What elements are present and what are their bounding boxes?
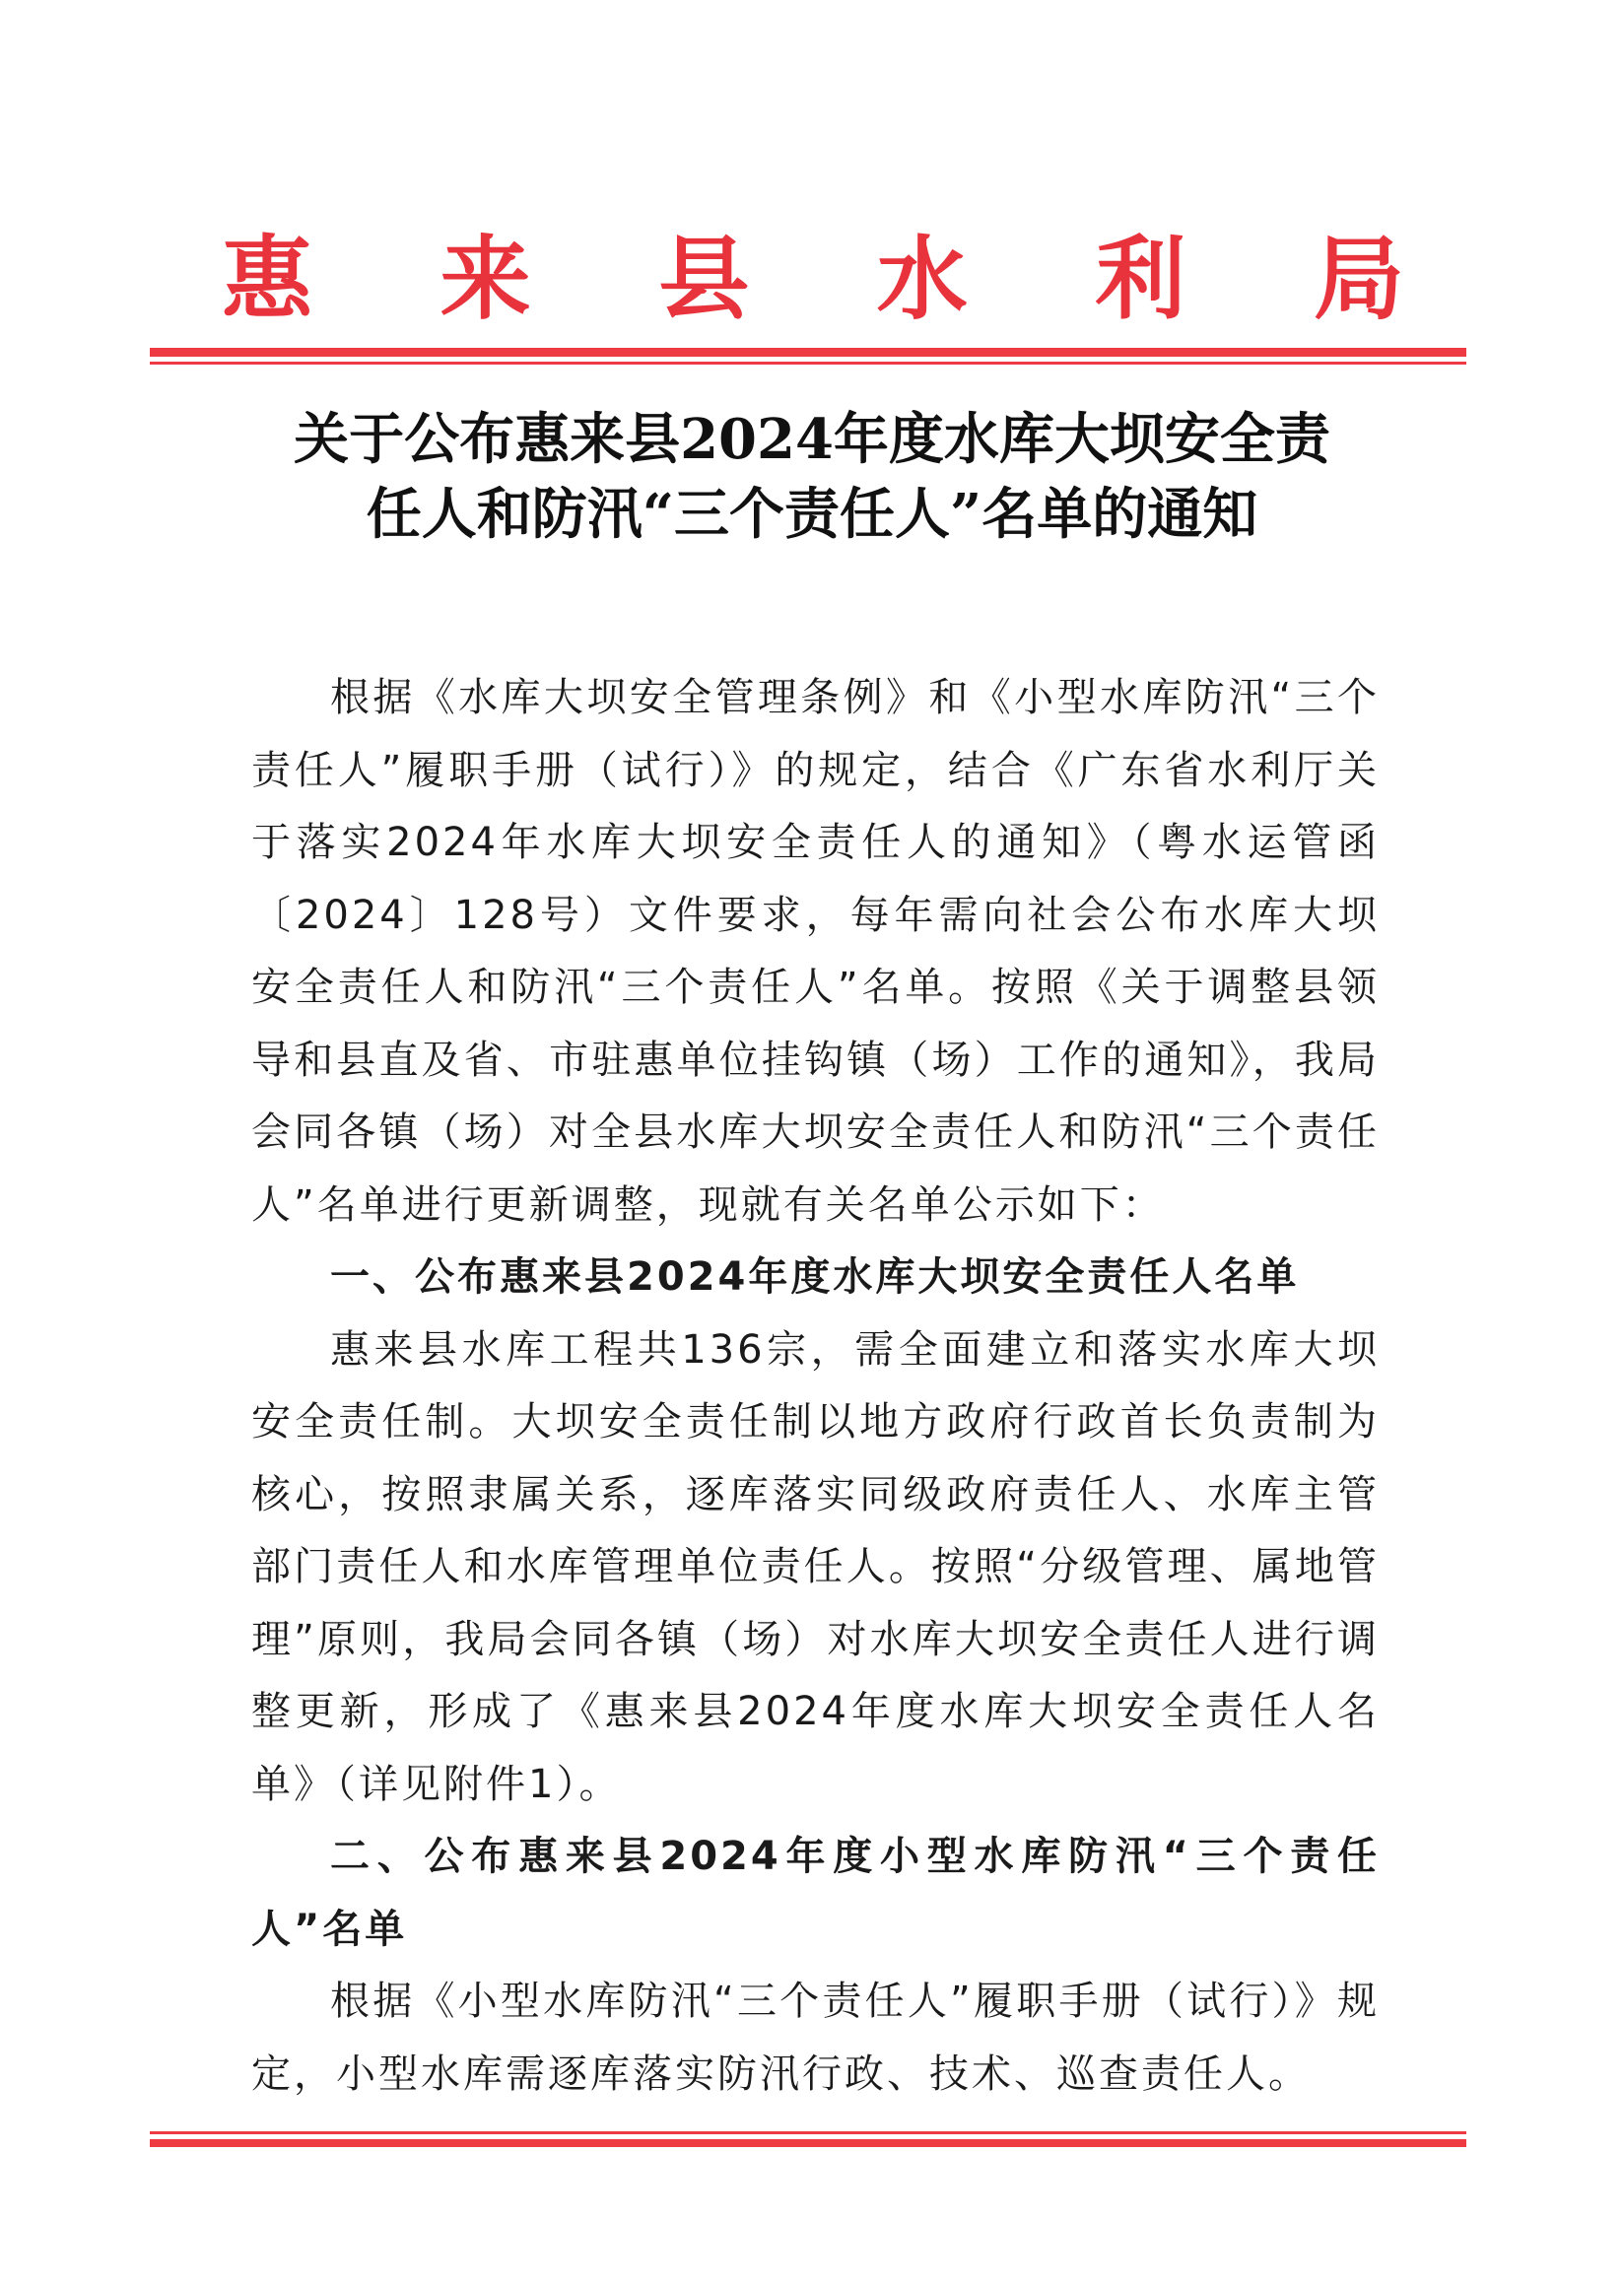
document-title	[148, 402, 1476, 552]
org-letterhead	[222, 225, 1404, 333]
org-name-char: 来	[440, 226, 531, 332]
org-name-char: 县	[658, 226, 750, 332]
section-heading-1: 一、公布惠来县2024年度水库大坝安全责任人名单	[330, 1254, 1300, 1300]
body-paragraph-section-1: 惠来县水库工程共136宗，需全面建立和落实水库大坝安全责任制。大坝安全责任制以地方政府行政首长负责制为核心，按照隶属关系，逐库落实同级政府责任人、水库主管部门责任人和水库管理单位责任人。按照“分级管理、属地管理”原则，我局会同各镇（场）对水库大坝安全责任人进行调整更新，形成了《惠来县2024年度水库大坝安全责任人名单》（详见附件1）。	[251, 1326, 1380, 1807]
document-body	[251, 662, 1380, 2111]
org-name-char: 利	[1095, 226, 1186, 332]
org-name-char: 水	[876, 226, 968, 332]
body-paragraph-intro: 根据《水库大坝安全管理条例》和《小型水库防汛“三个责任人”履职手册（试行）》的规定，结合《广东省水利厅关于落实2024年水库大坝安全责任人的通知》（粤水运管函〔2024〕128号）文件要求，每年需向社会公布水库大坝安全责任人和防汛“三个责任人”名单。按照《关于调整县领导和县直及省、市驻惠单位挂钩镇（场）工作的通知》，我局会同各镇（场）对全县水库大坝安全责任人和防汛“三个责任人”名单进行更新调整，现就有关名单公示如下：	[251, 675, 1380, 1228]
title-line-2: 任人和防汛“三个责任人”名单的通知	[366, 482, 1258, 547]
section-heading-2: 二、公布惠来县2024年度小型水库防汛“三个责任人”名单	[251, 1834, 1380, 1952]
org-name-char: 惠	[222, 226, 313, 332]
header-divider-thin	[150, 362, 1466, 365]
body-paragraph-section-2: 根据《小型水库防汛“三个责任人”履职手册（试行）》规定，小型水库需逐库落实防汛行政、技术、巡查责任人。	[251, 1979, 1380, 2097]
footer-divider-thick	[150, 2139, 1466, 2147]
title-line-1: 关于公布惠来县2024年度水库大坝安全责	[294, 407, 1330, 472]
footer-divider-thin	[150, 2131, 1466, 2134]
header-divider-thick	[150, 348, 1466, 357]
org-name-char: 局	[1313, 226, 1404, 332]
